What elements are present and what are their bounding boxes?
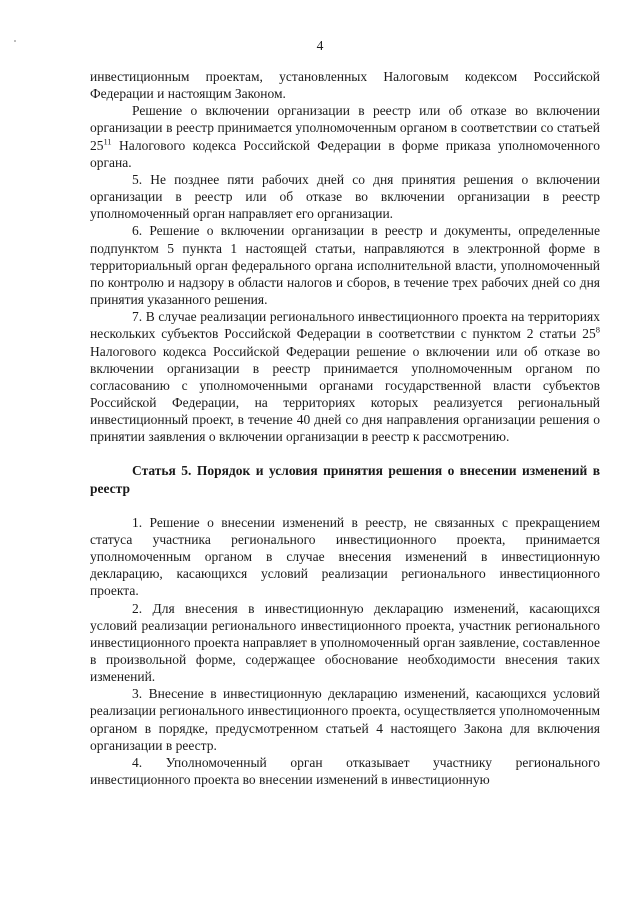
- paragraph-text: Решение о включении организации в реестр или об отказе во включении организации в реестр принимается уполномоченным органом в соответствии со статьей 25: [90, 103, 600, 153]
- paragraph-article5-item-3: 3. Внесение в инвестиционную декларацию изменений, касающихся условий реализации регионального инвестиционного проекта, осуществляется уполномоченным органом в порядке, предусмотренном статьей 4 настоящего Закона для включения организации в реестр.: [90, 686, 600, 753]
- paragraph-text: Налогового кодекса Российской Федерации в форме приказа уполномоченного органа.: [90, 137, 600, 170]
- paragraph-item-5: 5. Не позднее пяти рабочих дней со дня принятия решения о включении организации в реестр или об отказе во включении организации в реестр уполномоченный орган направляет его организации.: [90, 171, 600, 222]
- paragraph-article5-item-1: 1. Решение о внесении изменений в реестр, не связанных с прекращением статуса участника регионального инвестиционного проекта, принимается уполномоченным органом в случае внесения изменений в инвестиционную декларацию, касающихся условий реализации регионального инвестиционного проекта.: [90, 514, 600, 599]
- paragraph-article5-item-4: 4. Уполномоченный орган отказывает участнику регионального инвестиционного проекта во внесении изменений в инвестиционную: [90, 754, 600, 788]
- paragraph-registry-decision: [90, 102, 600, 171]
- article-superscript: 11: [103, 136, 112, 147]
- paragraph-text: 7. В случае реализации регионального инвестиционного проекта на территориях нескольких субъектов Российской Федерации в соответствии с пунктом 2 статьи 25: [90, 309, 600, 342]
- paragraph-article5-item-2: 2. Для внесения в инвестиционную декларацию изменений, касающихся условий реализации регионального инвестиционного проекта, участник регионального инвестиционного проекта направляет в уполномоченный орган заявление, составленное в произвольной форме, содержащее обоснование необходимости внесения таких изменений.: [90, 600, 600, 685]
- paragraph-item-6: 6. Решение о включении организации в реестр и документы, определенные подпунктом 5 пункта 1 настоящей статьи, направляются в электронной форме в территориальный орган федерального органа исполнительной власти, уполномоченный по контролю и надзору в области налогов и сборов, в течение трех рабочих дней со дня принятия указанного решения.: [90, 223, 600, 308]
- paragraph-item-7: [90, 308, 600, 445]
- article-superscript: 8: [595, 324, 600, 335]
- paragraph-text: Налогового кодекса Российской Федерации решение о включении или об отказе во включении организации в реестр принимается уполномоченным органом по согласованию с уполномоченными органами государственной власти субъектов Российской Федерации, на территориях которых реализуется региональный инвестиционный проект, в течение 40 дней со дня направления организации решения о принятии заявления о включении организации в реестр к рассмотрению.: [90, 343, 600, 445]
- document-body: [90, 68, 600, 788]
- page-number: 4: [316, 38, 324, 53]
- article-heading: Статья 5. Порядок и условия принятия решения о внесении изменений в реестр: [90, 463, 600, 496]
- paragraph-continuation: инвестиционным проектам, установленных Налоговым кодексом Российской Федерации и настоящим Законом.: [90, 69, 600, 102]
